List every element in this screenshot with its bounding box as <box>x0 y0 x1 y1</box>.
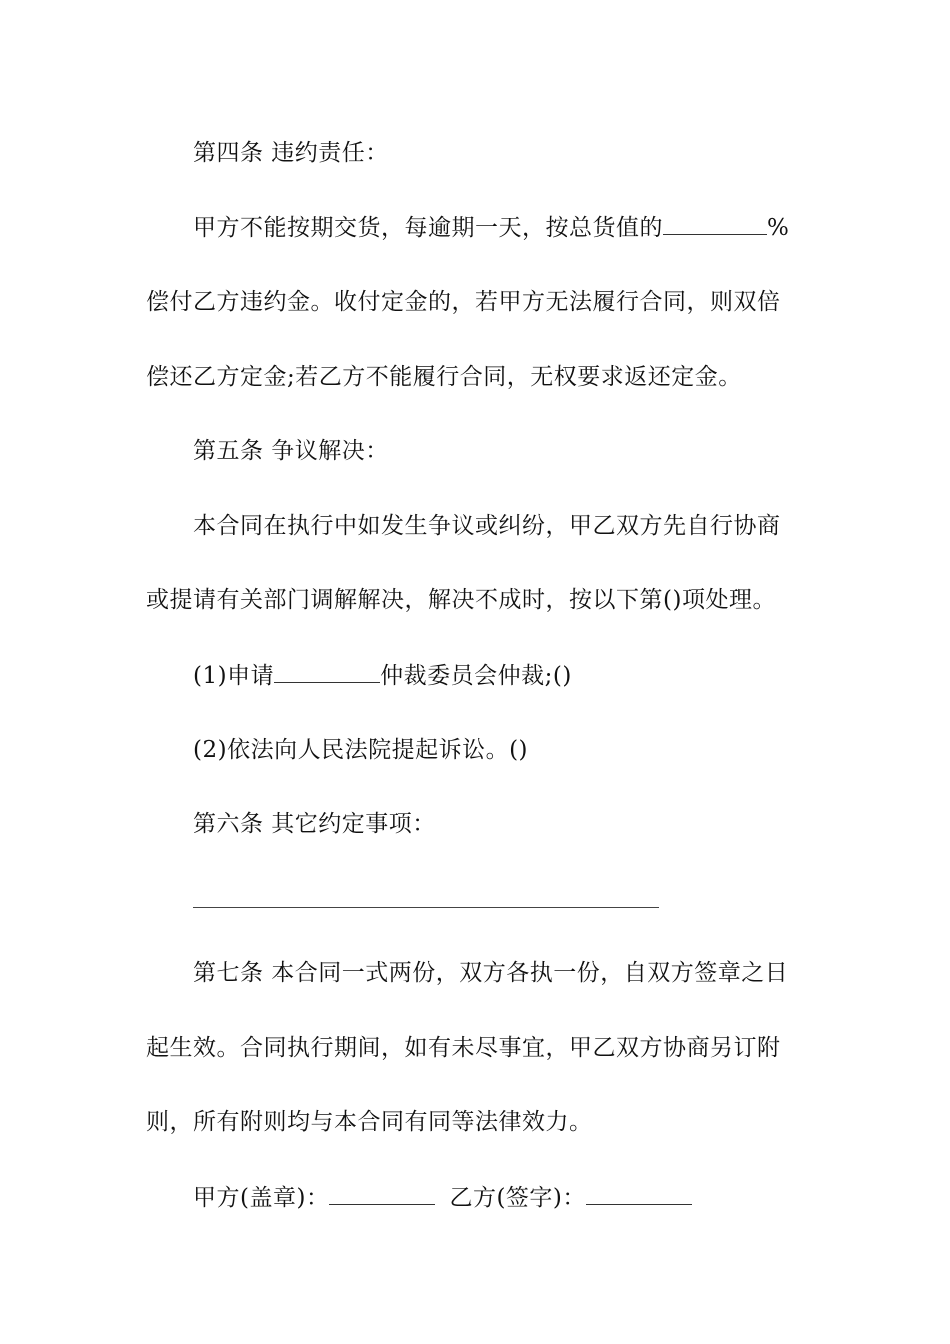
article4-paragraph-line3: 偿还乙方定金;若乙方不能履行合同，无权要求返还定金。 <box>146 364 742 390</box>
party-b-signature-blank <box>586 1182 692 1205</box>
article5-paragraph-line2: 或提请有关部门调解解决，解决不成时，按以下第()项处理。 <box>146 587 776 613</box>
party-a-signature-blank <box>329 1182 435 1205</box>
party-b-label: 乙方(签字)： <box>449 1185 586 1211</box>
other-terms-blank-line <box>193 907 659 908</box>
article5-option1 <box>193 660 808 691</box>
article4-paragraph-line1 <box>193 212 808 243</box>
signature-line <box>193 1182 808 1213</box>
percentage-blank <box>663 212 767 235</box>
article4-text: 甲方不能按期交货，每逾期一天，按总货值的 <box>193 215 663 241</box>
arbitration-committee-blank <box>274 660 380 683</box>
article4-paragraph-line2: 偿付乙方违约金。收付定金的，若甲方无法履行合同，则双倍 <box>146 289 781 315</box>
article7-line2: 起生效。合同执行期间，如有未尽事宜，甲乙双方协商另订附 <box>146 1035 781 1061</box>
article5-paragraph-line1: 本合同在执行中如发生争议或纠纷，甲乙双方先自行协商 <box>193 513 781 539</box>
party-a-label: 甲方(盖章)： <box>193 1185 330 1211</box>
article5-option2: (2)依法向人民法院提起诉讼。() <box>193 737 529 763</box>
option1-prefix: (1)申请 <box>193 663 275 689</box>
article6-heading: 第六条 其它约定事项： <box>193 811 436 837</box>
article7-line1: 第七条 本合同一式两份，双方各执一份，自双方签章之日 <box>193 960 789 986</box>
article4-heading: 第四条 违约责任： <box>193 140 389 166</box>
article7-line3: 则，所有附则均与本合同有同等法律效力。 <box>146 1109 593 1135</box>
option1-suffix: 仲裁委员会仲裁;() <box>380 663 572 689</box>
article5-heading: 第五条 争议解决： <box>193 438 389 464</box>
percent-sign: % <box>767 215 790 241</box>
